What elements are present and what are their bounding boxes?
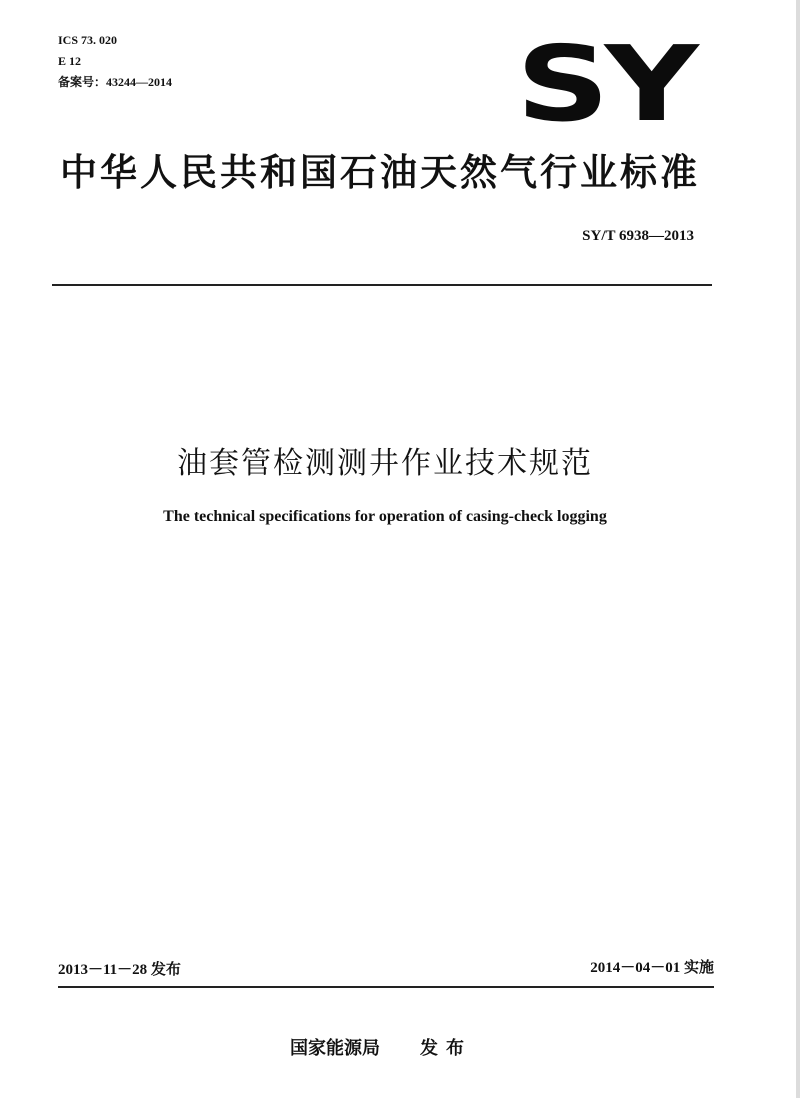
top-divider xyxy=(52,284,712,286)
ics-code: ICS 73. 020 xyxy=(58,33,118,47)
sy-logo: SY xyxy=(516,23,694,145)
category-code: E 12 xyxy=(58,54,82,68)
publish-verb: 发布 xyxy=(420,1038,472,1059)
bottom-divider xyxy=(58,986,714,988)
implementation-date: 2014－04－01 实施 xyxy=(590,960,714,976)
document-title-cn: 油套管检测测井作业技术规范 xyxy=(177,446,593,481)
publisher-line xyxy=(290,1034,472,1060)
classification-block xyxy=(58,30,172,93)
record-number: 备案号：43244—2014 xyxy=(58,75,173,89)
document-title-en: The technical specifications for operation of casing-check logging xyxy=(163,508,607,525)
page-edge xyxy=(796,0,800,1098)
standard-code: SY/T 6938—2013 xyxy=(582,228,694,244)
issue-date: 2013－11－28 发布 xyxy=(58,962,181,978)
publisher-name: 国家能源局 xyxy=(290,1038,380,1059)
industry-standard-title: 中华人民共和国石油天然气行业标准 xyxy=(60,151,700,194)
